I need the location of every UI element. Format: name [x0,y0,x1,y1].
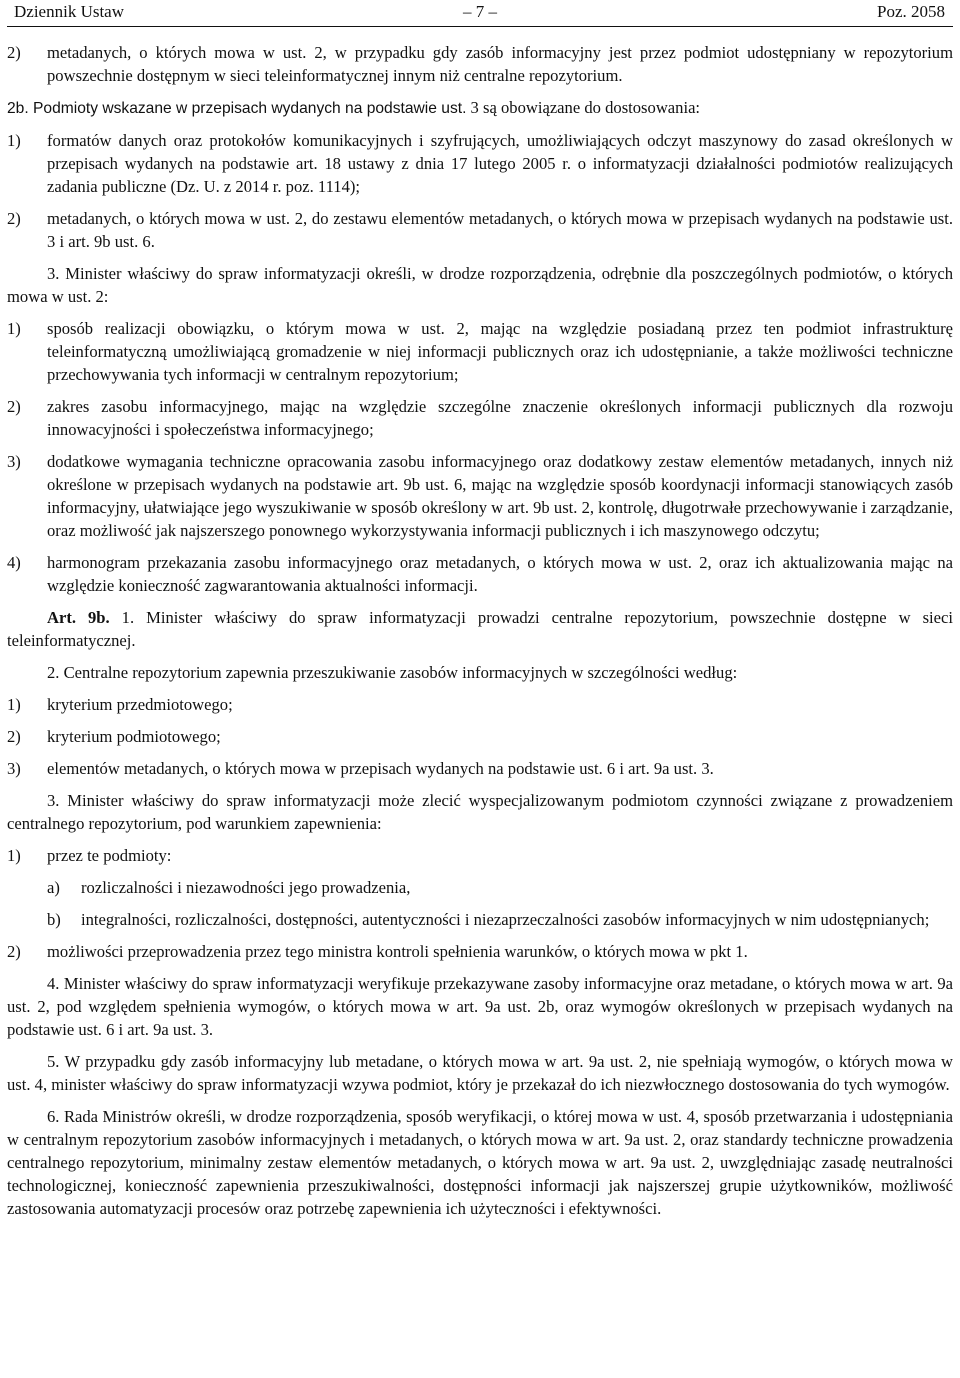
item-text: rozliczalności i niezawodności jego prowadzenia, [81,878,411,897]
item-letter: a) [47,878,60,897]
item-text: formatów danych oraz protokołów komunikacyjnych i szyfrujących, umożliwiających odczyt maszynowy do zasad określonych w przepisach wydanych na podstawie art. 18 ustawy z dnia 17 lutego 2005 r. o informatyzacji działalności podmiotów realizujących zadania publiczne (Dz. U. z 2014 r. poz. 1114); [47,131,953,196]
item-number: 1) [7,695,21,714]
sub-list-item [47,908,953,931]
item-text: przez te podmioty: [47,846,172,865]
item-text: integralności, rozliczalności, dostępności, autentyczności i niezaprzeczalności zasobów informacyjnych w nim udostępnianych; [81,910,930,929]
item-number: 4) [7,553,21,572]
list-item [7,725,953,748]
paragraph-text: Podmioty wskazane w przepisach wydanych na podstawie ust. [28,100,467,117]
item-text: sposób realizacji obowiązku, o którym mowa w ust. 2, mając na względzie posiadaną przez ten podmiot infrastrukturę teleinformatyczną umożliwiającą gromadzenie w niej informacji publicznych oraz ich udostępnianie, a także możliwości techniczne przechowywania tych informacji w centralnym repozytorium; [47,319,953,384]
list-item [7,757,953,780]
page-header [7,1,953,23]
item-text: kryterium przedmiotowego; [47,695,233,714]
sub-list-item [47,876,953,899]
item-number: 1) [7,846,21,865]
paragraph: 4. Minister właściwy do spraw informatyzacji weryfikuje przekazywane zasoby informacyjne oraz metadane, o których mowa w art. 9a ust. 2, pod względem spełnienia wymogów, o których mowa w art. 9a ust. 2b, oraz wymogów określonych w przepisach wydanych na podstawie ust. 6 i art. 9a ust. 3. [7,974,953,1039]
paragraph: 5. W przypadku gdy zasób informacyjny lub metadane, o których mowa w art. 9a ust. 2, nie spełniają wymogów, o których mowa w ust. 4, minister właściwy do spraw informatyzacji wzywa podmiot, który je przekazał do ich niezwłocznego dostosowania do tych wymogów. [7,1052,953,1094]
item-number: 1) [7,131,21,150]
header-rule [7,26,953,27]
item-text: metadanych, o których mowa w ust. 2, w przypadku gdy zasób informacyjny jest przez podmiot udostępniany w repozytorium powszechnie dostępnym w sieci teleinformatycznej innym niż centralne repozytorium. [47,43,953,85]
document-body [7,41,953,1229]
item-letter: b) [47,910,61,929]
list-item [7,41,953,87]
paragraph-text-tail: 3 są obowiązane do dostosowania: [466,98,701,117]
list-item [7,693,953,716]
paragraph-number: 2b. [7,100,29,117]
paragraph: 6. Rada Ministrów określi, w drodze rozporządzenia, sposób weryfikacji, o której mowa w ust. 4, sposób przetwarzania i udostępniania w centralnym repozytorium zasobów informacyjnych i metadanych, o których mowa w art. 9a ust. 2, oraz standardy techniczne prowadzenia centralnego repozytorium, minimalny zestaw elementów metadanych, o których mowa w art. 9a ust. 2, uwzględniając zasadę neutralności technologicznej, konieczność zapewnienia przeszukiwalności, dostępności informacji jak najszerszej grupie użytkowników, możliwość zastosowania automatyzacji procesów oraz potrzebę zapewnienia ich użyteczności i efektywności. [7,1107,953,1218]
list-item [7,450,953,542]
list-item [7,940,953,963]
list-item [7,844,953,867]
item-number: 2) [7,727,21,746]
list-item [7,129,953,198]
item-number: 2) [7,209,21,228]
paragraph: 3. Minister właściwy do spraw informatyzacji może zlecić wyspecjalizowanym podmiotom czynności związane z prowadzeniem centralnego repozytorium, pod warunkiem zapewnienia: [7,791,953,833]
item-number: 3) [7,452,21,471]
document-page [0,1,960,1378]
article-paragraph [7,606,953,652]
item-number: 2) [7,942,21,961]
paragraph-text: 1. Minister właściwy do spraw informatyzacji prowadzi centralne repozytorium, powszechnie dostępne w sieci teleinformatycznej. [7,608,953,650]
paragraph-2b [7,96,953,120]
item-text: kryterium podmiotowego; [47,727,221,746]
list-item [7,551,953,597]
item-number: 1) [7,319,21,338]
item-number: 3) [7,759,21,778]
item-number: 2) [7,397,21,416]
position-number: Poz. 2058 [877,2,945,21]
item-text: możliwości przeprowadzenia przez tego ministra kontroli spełnienia warunków, o których mowa w pkt 1. [47,942,748,961]
item-text: dodatkowe wymagania techniczne opracowania zasobu informacyjnego oraz dodatkowy zestaw elementów metadanych, innych niż określone w przepisach wydanych na podstawie art. 9b ust. 6, mając na względzie sposób koordynacji informacji stanowiących zasób informacyjny, ułatwiające jego wyszukiwanie w sposób określony w art. 9b ust. 2, kontrolę, długotrwałe przechowywanie i zarządzanie, oraz możliwość jak najszerszego ponownego wykorzystywania informacji publicznych i ich maszynowego odczytu; [47,452,953,540]
article-heading: Art. 9b. [47,608,110,627]
item-text: elementów metadanych, o których mowa w przepisach wydanych na podstawie ust. 6 i art. 9a ust. 3. [47,759,714,778]
item-text: metadanych, o których mowa w ust. 2, do zestawu elementów metadanych, o których mowa w przepisach wydanych na podstawie ust. 3 i art. 9b ust. 6. [47,209,953,251]
list-item [7,317,953,386]
list-item [7,395,953,441]
paragraph: 3. Minister właściwy do spraw informatyzacji określi, w drodze rozporządzenia, odrębnie dla poszczególnych podmiotów, o których mowa w ust. 2: [7,264,953,306]
item-text: zakres zasobu informacyjnego, mając na względzie szczególne znaczenie określonych informacji publicznych dla rozwoju innowacyjności i społeczeństwa informacyjnego; [47,397,953,439]
journal-name: Dziennik Ustaw [14,2,125,21]
page-number: – 7 – [463,2,497,21]
list-item [7,207,953,253]
paragraph: 2. Centralne repozytorium zapewnia przeszukiwanie zasobów informacyjnych w szczególności według: [47,663,738,682]
item-number: 2) [7,43,21,62]
item-text: harmonogram przekazania zasobu informacyjnego oraz metadanych, o których mowa w ust. 2, oraz ich aktualizowania mając na względzie konieczność zagwarantowania aktualności informacji. [47,553,953,595]
